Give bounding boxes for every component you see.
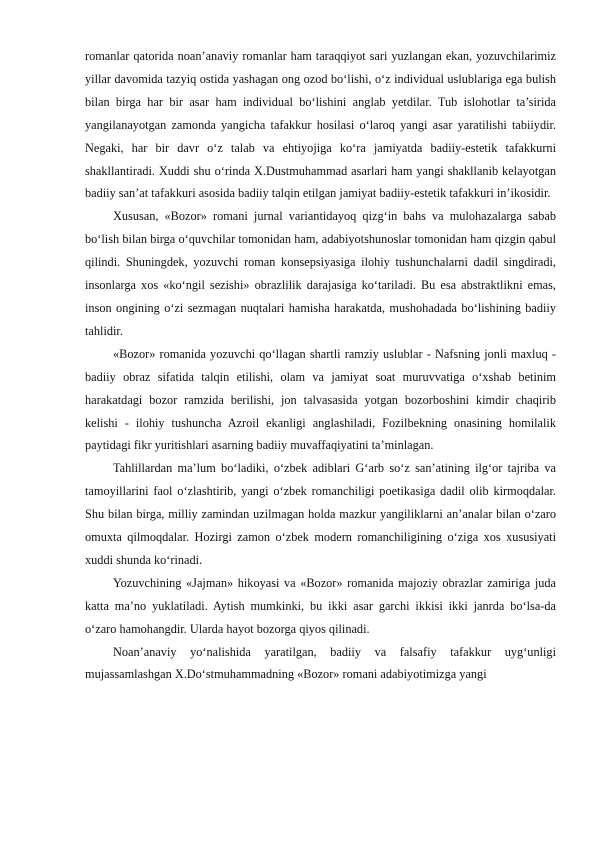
- paragraph-2: Xususan, «Bozor» romani jurnal variantidayoq qizg‘in bahs va mulohazalarga sabab bo‘lish bilan birga o‘quvchilar tomonidan ham, adabiyotshunoslar tomonidan ham qizgin qabul qilindi. Shuningdek, yozuvchi roman konsepsiyasiga ilohiy tushunchalarni dadil singdiradi, insonlarga xos «ko‘ngil sezishi» obrazlilik darajasiga ko‘tariladi. Bu esa abstraktlikni emas, inson ongining o‘zi sezmagan nuqtalari hamisha harakatda, mushohadada bo‘lishining badiiy tahlidir.: [85, 209, 556, 338]
- paragraph-6: Noan’anaviy yo‘nalishida yaratilgan, badiiy va falsafiy tafakkur uyg‘unligi mujassamlashgan X.Do‘stmuhammadning «Bozor» romani adabiyotimizga yangi: [85, 644, 556, 682]
- paragraph-1: romanlar qatorida noan’anaviy romanlar ham taraqqiyot sari yuzlangan ekan, yozuvchilarimiz yillar davomida tazyiq ostida yashagan ong ozod bo‘lishi, o‘z individual uslublariga ega bulish bilan birga har bir asar ham individual bo‘lishini anglab yetdilar. Tub islohotlar ta’sirida yangilanayotgan zamonda yangicha tafakkur hosilasi o‘laroq yangi asar yaratilishi tabiiydir. Negaki, har bir davr o‘z talab va ehtiyojiga ko‘ra jamiyatda badiiy-estetik tafakkurni shakllantiradi. Xuddi shu o‘rinda X.Dustmuhammad asarlari ham yangi shakllanib kelayotgan badiiy san’at tafakkuri asosida badiiy talqin etilgan jamiyat badiiy-estetik tafakkuri in’ikosidir.: [85, 49, 556, 201]
- paragraph-4: Tahlillardan ma’lum bo‘ladiki, o‘zbek adiblari G‘arb so‘z san’atining ilg‘or tajriba va tamoyillarini faol o‘zlashtirib, yangi o‘zbek romanchiligi poetikasiga dadil olib kirmoqdalar. Shu bilan birga, milliy zamindan uzilmagan holda mazkur yangiliklarni an’analar bilan o‘zaro omuxta qilmoqdalar. Hozirgi zamon o‘zbek modern romanchiligining o‘ziga xos xususiyati xuddi shunda ko‘rinadi.: [85, 461, 556, 567]
- paragraph-5: Yozuvchining «Jajman» hikoyasi va «Bozor» romanida majoziy obrazlar zamiriga juda katta ma’no yuklatiladi. Aytish mumkinki, bu ikki asar garchi ikkisi ikki janrda bo‘lsa-da o‘zaro hamohangdir. Ularda hayot bozorga qiyos qilinadi.: [85, 575, 556, 636]
- document-page: [85, 45, 556, 686]
- paragraph-3: «Bozor» romanida yozuvchi qo‘llagan shartli ramziy uslublar - Nafsning jonli maxluq - badiiy obraz sifatida talqin etilishi, olam va jamiyat soat muruvvatiga o‘xshab betinim harakatdagi bozor ramzida berilishi, jon talvasasida yotgan bozorboshini kimdir chaqirib kelishi - ilohiy tushuncha Azroil ekanligi anglashiladi, Fozilbekning onasining homilalik paytidagi fikr yuritishlari asarning badiiy muvaffaqiyatini ta’minlagan.: [85, 346, 556, 453]
